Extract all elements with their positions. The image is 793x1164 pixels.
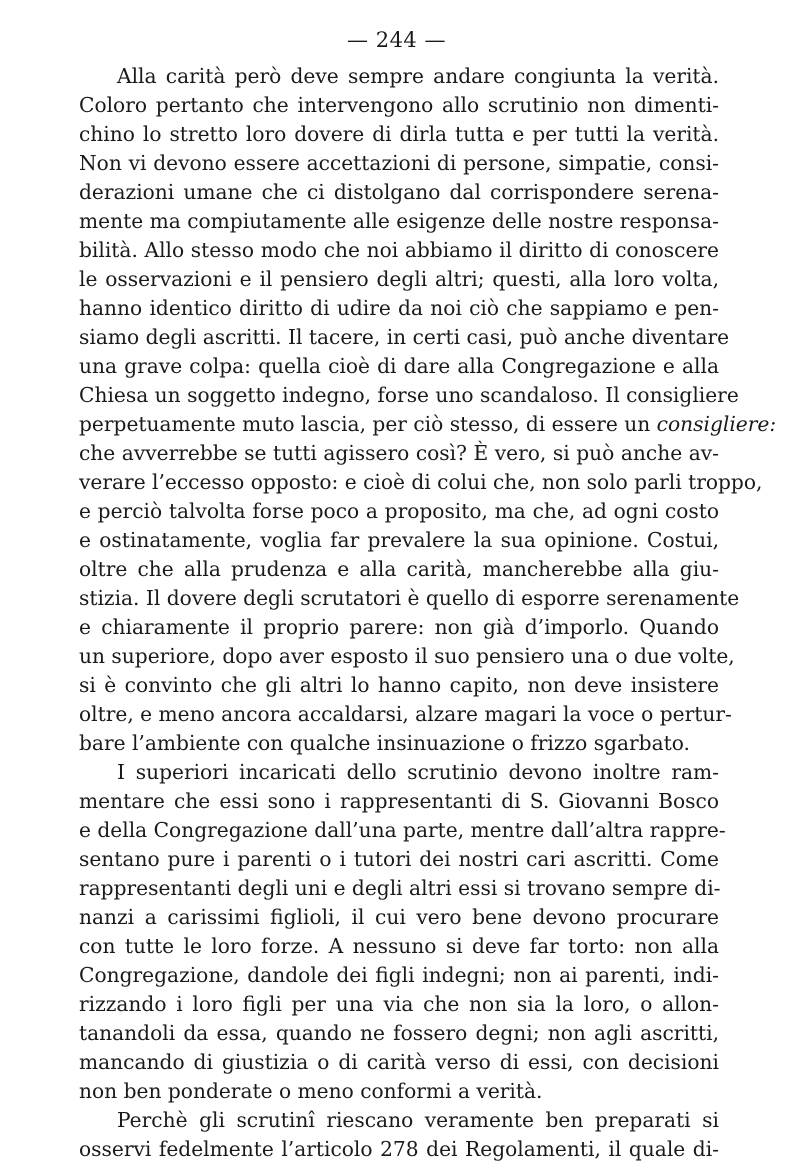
text-line: si è convinto che gli altri lo hanno capito, non deve insistere [79, 673, 719, 697]
text-line: mente ma compiutamente alle esigenze delle nostre responsa- [79, 209, 719, 233]
text-line: I superiori incaricati dello scrutinio devono inoltre ram- [117, 760, 719, 784]
paragraph-3 [79, 1106, 719, 1164]
text-line: oltre che alla prudenza e alla carità, mancherebbe alla giu- [79, 557, 719, 581]
text-line: Congregazione, dandole dei figli indegni; non ai parenti, indi- [79, 963, 719, 987]
text-line: con tutte le loro forze. A nessuno si deve far torto: non alla [79, 934, 719, 958]
text-line: oltre, e meno ancora accaldarsi, alzare magari la voce o pertur- [79, 702, 732, 726]
paragraph-1 [79, 62, 777, 758]
text-line: tanandoli da essa, quando ne fossero degni; non agli ascritti, [79, 1021, 719, 1045]
text-line: Alla carità però deve sempre andare congiunta la verità. [117, 64, 719, 88]
text-line: le osservazioni e il pensiero degli altri; questi, alla loro volta, [79, 267, 719, 291]
page-number: — 244 — [347, 28, 446, 52]
text-line: sentano pure i parenti o i tutori dei nostri cari ascritti. Come [79, 847, 719, 871]
text-line: rizzando i loro figli per una via che non sia la loro, o allon- [79, 992, 719, 1016]
italic-word: consigliere: [656, 412, 777, 436]
text-line: e perciò talvolta forse poco a proposito, ma che, ad ogni costo [79, 499, 719, 523]
text-line: nanzi a carissimi figlioli, il cui vero bene devono procurare [79, 905, 719, 929]
text-line-with-italic [79, 410, 777, 439]
text-line: un superiore, dopo aver esposto il suo pensiero una o due volte, [79, 644, 735, 668]
text-line: rappresentanti degli uni e degli altri essi si trovano sempre di- [79, 876, 721, 900]
paragraph-2 [79, 758, 726, 1106]
text-line: Non vi devono essere accettazioni di persone, simpatie, consi- [79, 151, 719, 175]
text-line: e della Congregazione dall’una parte, mentre dall’altra rappre- [79, 818, 726, 842]
text-line: Perchè gli scrutinî riescano veramente ben preparati si [117, 1108, 719, 1132]
text-line: non ben ponderate o meno conformi a verità. [79, 1079, 543, 1103]
text-line: bare l’ambiente con qualche insinuazione o frizzo sgarbato. [79, 731, 690, 755]
text-line: mancando di giustizia o di carità verso di essi, con decisioni [79, 1050, 719, 1074]
text-line: hanno identico diritto di udire da noi ciò che sappiamo e pen- [79, 296, 719, 320]
text-line: mentare che essi sono i rappresentanti di S. Giovanni Bosco [79, 789, 719, 813]
text-line: e ostinatamente, voglia far prevalere la sua opinione. Costui, [79, 528, 719, 552]
text-line: Coloro pertanto che intervengono allo scrutinio non dimenti- [79, 93, 719, 117]
text-line: che avverrebbe se tutti agissero così? È vero, si può anche av- [79, 441, 719, 465]
text-line: Chiesa un soggetto indegno, forse uno scandaloso. Il consigliere [79, 383, 739, 407]
text-line: bilità. Allo stesso modo che noi abbiamo il diritto di conoscere [79, 238, 719, 262]
text-line: verare l’eccesso opposto: e cioè di colui che, non solo parli troppo, [79, 470, 763, 494]
text-line: chino lo stretto loro dovere di dirla tutta e per tutti la verità. [79, 122, 719, 146]
text-segment: perpetuamente muto lascia, per ciò stesso, di essere un [79, 412, 657, 436]
text-line: derazioni umane che ci distolgano dal corrispondere serena- [79, 180, 719, 204]
body-text [79, 62, 777, 1164]
text-line: una grave colpa: quella cioè di dare alla Congregazione e alla [79, 354, 719, 378]
text-line: osservi fedelmente l’articolo 278 dei Regolamenti, il quale di- [79, 1137, 719, 1161]
text-line: stizia. Il dovere degli scrutatori è quello di esporre serenamente [79, 586, 740, 610]
text-line: e chiaramente il proprio parere: non già d’imporlo. Quando [79, 615, 719, 639]
text-line: siamo degli ascritti. Il tacere, in certi casi, può anche diventare [79, 325, 730, 349]
